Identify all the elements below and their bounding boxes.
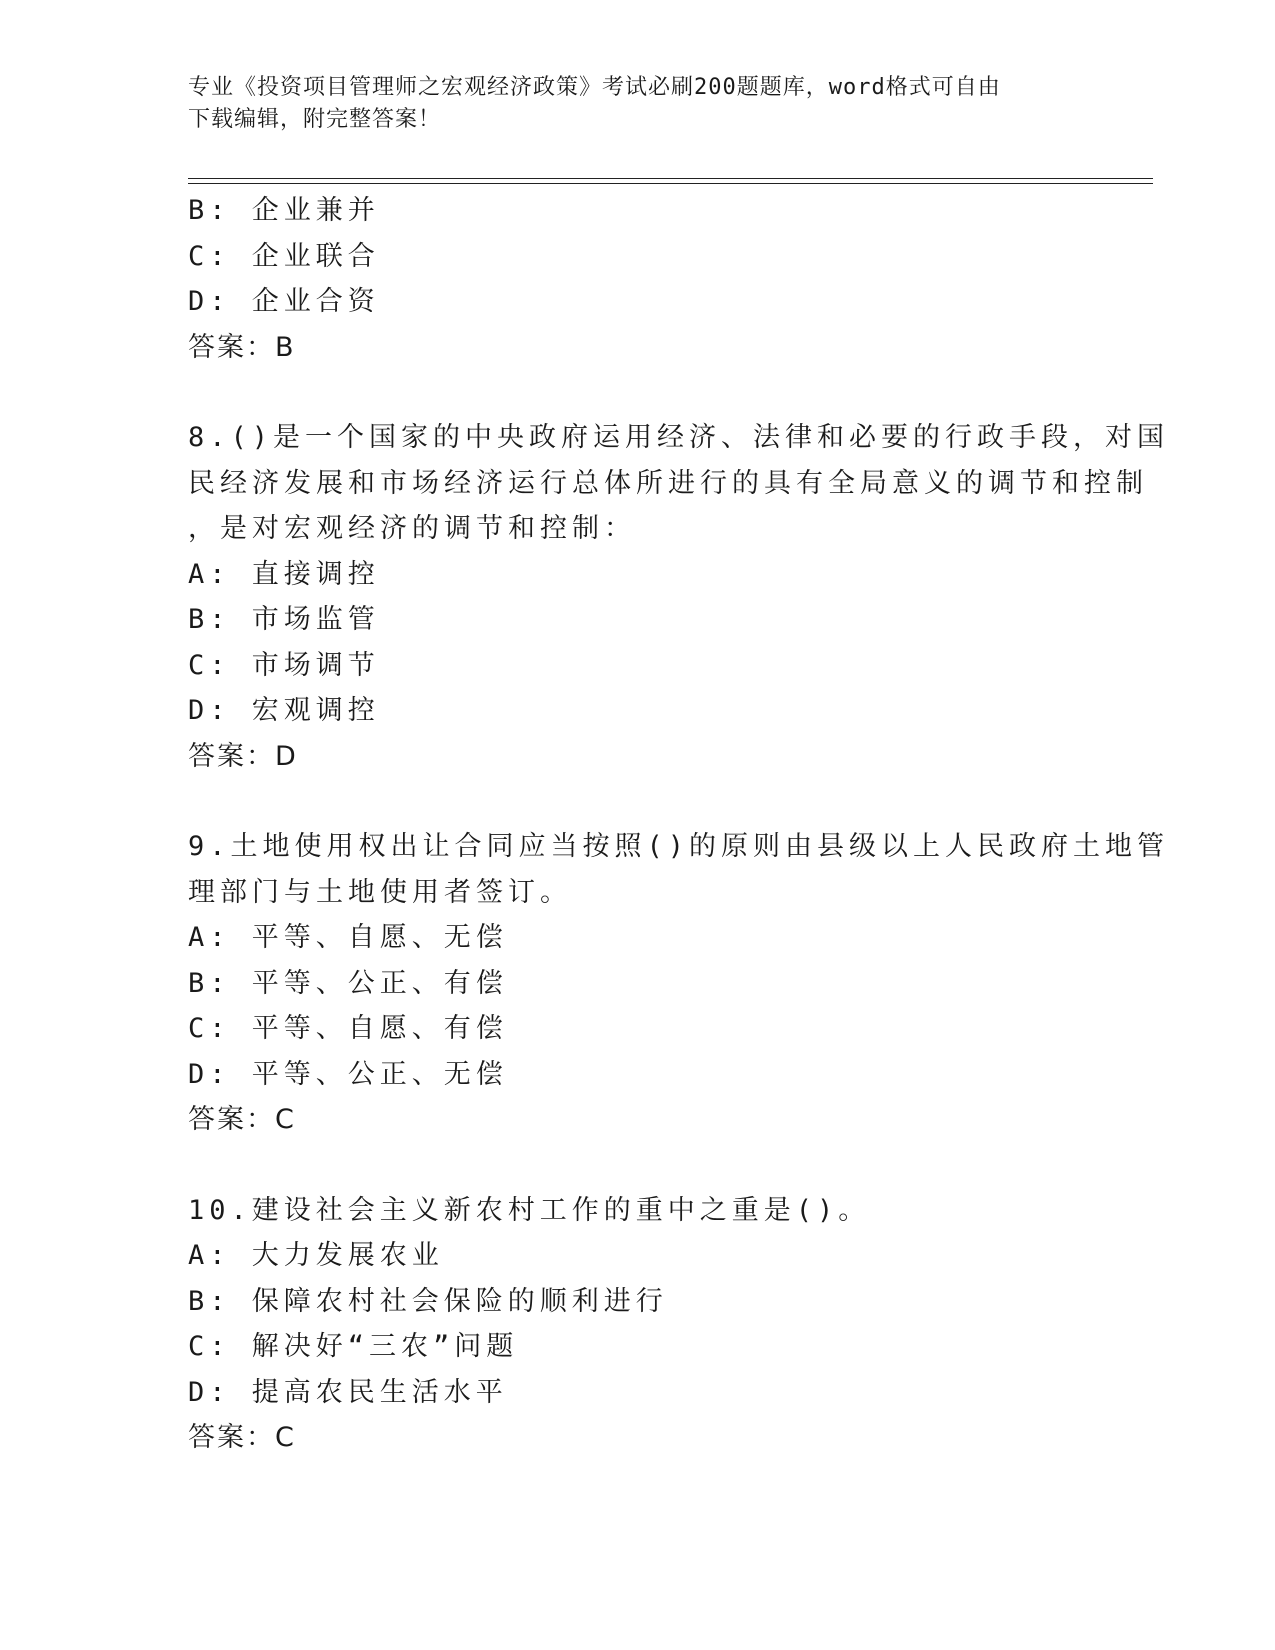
question-text: 理部门与土地使用者签订。: [188, 876, 572, 908]
option-a: A: 平等、自愿、无偿: [188, 922, 508, 953]
option-d: D: 提高农民生活水平: [188, 1376, 508, 1408]
option-c: C: 解决好“三农”问题: [188, 1331, 519, 1362]
question-8: [188, 415, 1170, 779]
option-b: B: 企业兼并: [188, 195, 380, 226]
option-c: C: 市场调节: [188, 649, 380, 681]
question-text: 9.土地使用权出让合同应当按照()的原则由县级以上人民政府土地管: [188, 831, 1170, 862]
option-a: A: 直接调控: [188, 558, 380, 590]
answer-line: 答案：D: [188, 740, 298, 772]
answer-line: 答案：C: [188, 1104, 296, 1135]
header-line-2: 下载编辑，附完整答案！: [188, 107, 442, 132]
question-text: ，是对宏观经济的调节和控制：: [188, 513, 636, 544]
header-divider-bottom: [188, 183, 1153, 184]
option-b: B: 保障农村社会保险的顺利进行: [188, 1285, 668, 1317]
option-d: D: 宏观调控: [188, 695, 380, 726]
option-b: B: 市场监管: [188, 604, 380, 635]
question-text: 8.()是一个国家的中央政府运用经济、法律和必要的行政手段，对国: [188, 422, 1170, 453]
question-text: 民经济发展和市场经济运行总体所进行的具有全局意义的调节和控制: [188, 467, 1148, 499]
option-c: C: 平等、自愿、有偿: [188, 1013, 508, 1044]
option-a: A: 大力发展农业: [188, 1240, 444, 1271]
header-line-1: 专业《投资项目管理师之宏观经济政策》考试必刷200题题库，word格式可自由: [188, 75, 1001, 100]
question-7-partial: [188, 188, 1068, 370]
document-body: [188, 188, 1170, 1461]
option-d: D: 平等、公正、无偿: [188, 1058, 508, 1090]
question-10: [188, 1188, 1068, 1461]
header-divider-top: [188, 178, 1153, 179]
question-text: 10.建设社会主义新农村工作的重中之重是()。: [188, 1194, 871, 1226]
question-9: [188, 824, 1170, 1143]
answer-line: 答案：B: [188, 331, 296, 363]
option-c: C: 企业联合: [188, 240, 380, 272]
document-header: [188, 72, 1088, 136]
option-b: B: 平等、公正、有偿: [188, 967, 508, 999]
answer-line: 答案：C: [188, 1422, 296, 1453]
option-d: D: 企业合资: [188, 286, 380, 317]
